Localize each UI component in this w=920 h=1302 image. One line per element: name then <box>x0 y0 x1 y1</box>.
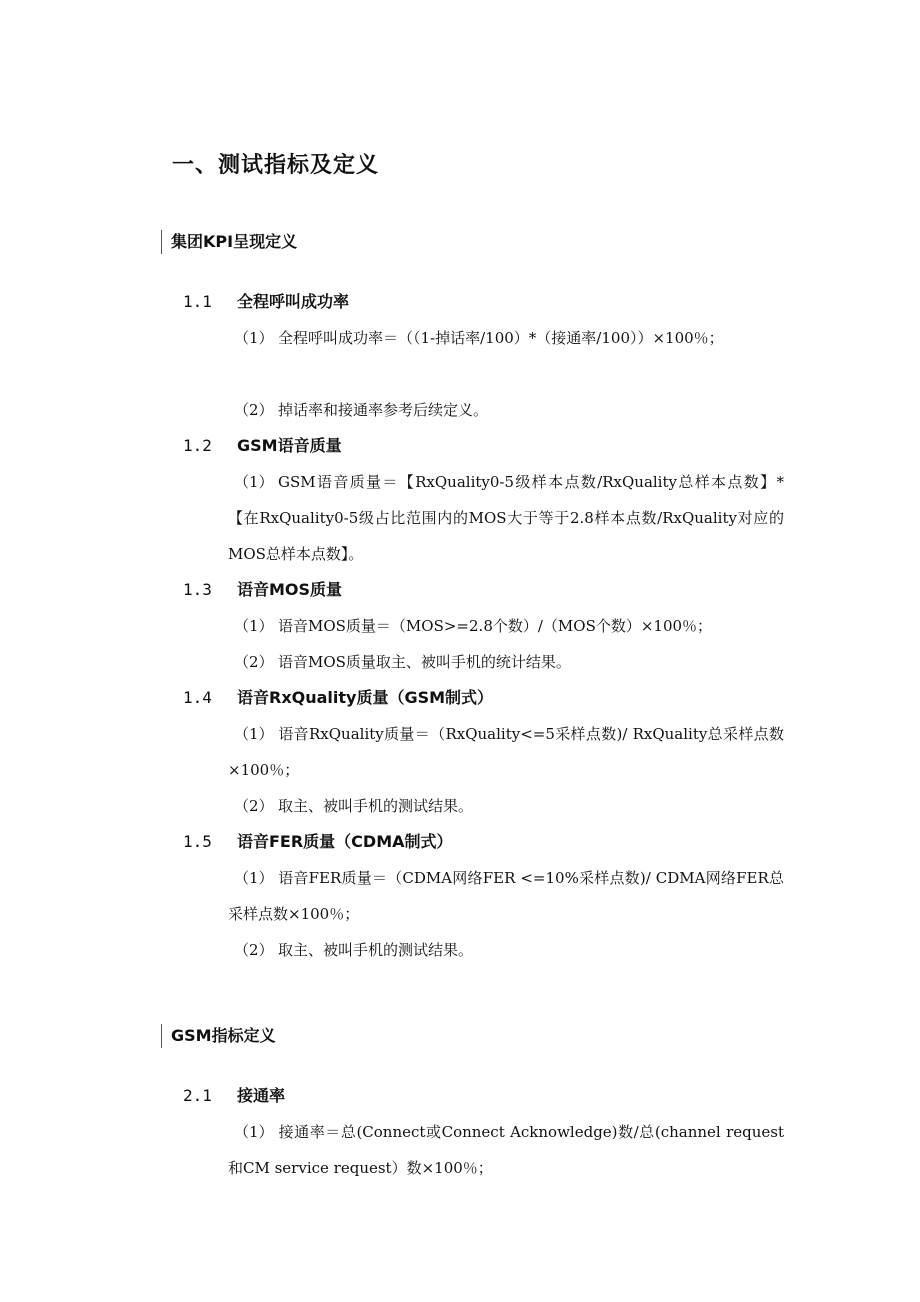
subsection-number: 1.2 <box>183 436 212 455</box>
list-item <box>228 464 784 572</box>
subsection-heading-1-2 <box>183 434 342 458</box>
subsection-heading-1-5 <box>183 830 453 854</box>
subsection-title: GSM语音质量 <box>237 436 342 455</box>
list-item <box>228 608 784 644</box>
item-text: 掉话率和接通率参考后续定义。 <box>278 401 489 419</box>
section-heading-kpi: 集团KPI呈现定义 <box>161 230 297 254</box>
subsection-number: 1.1 <box>183 292 212 311</box>
subsection-title: 语音RxQuality质量（GSM制式） <box>237 688 494 707</box>
item-marker: （2） <box>234 401 274 419</box>
subsection-heading-1-3 <box>183 578 342 602</box>
item-text: 全程呼叫成功率＝（（1-掉话率/100）*（接通率/100））×100％； <box>278 329 724 347</box>
subsection-title: 语音MOS质量 <box>237 580 343 599</box>
item-marker: （1） <box>234 473 274 491</box>
subsection-heading-2-1 <box>183 1084 285 1108</box>
item-text: GSM语音质量＝【RxQuality0-5级样本点数/RxQuality总样本点数】*【在RxQuality0-5级占比范围内的MOS大于等于2.8样本点数/RxQuality对应的MOS总样本点数】。 <box>228 473 784 563</box>
list-item <box>228 392 784 428</box>
item-text: 语音MOS质量＝（MOS>=2.8个数）/（MOS个数）×100％； <box>278 617 713 635</box>
item-marker: （1） <box>234 617 274 635</box>
section-heading-gsm: GSM指标定义 <box>161 1024 276 1048</box>
subsection-heading-1-4 <box>183 686 493 710</box>
list-item <box>228 860 784 932</box>
item-text: 语音FER质量＝（CDMA网络FER <=10%采样点数)/ CDMA网络FER总采样点数×100％； <box>228 869 784 923</box>
list-item <box>228 320 784 356</box>
subsection-title: 全程呼叫成功率 <box>237 292 350 311</box>
item-marker: （1） <box>234 869 274 887</box>
item-marker: （2） <box>234 797 274 815</box>
item-text: 语音MOS质量取主、被叫手机的统计结果。 <box>278 653 571 671</box>
item-marker: （2） <box>234 653 274 671</box>
list-item <box>228 1114 784 1186</box>
item-marker: （1） <box>234 1123 274 1141</box>
document-title: 一、测试指标及定义 <box>172 153 380 178</box>
item-text: 取主、被叫手机的测试结果。 <box>278 941 474 959</box>
item-text: 语音RxQuality质量＝（RxQuality<=5采样点数)/ RxQuality总采样点数×100％； <box>228 725 784 779</box>
subsection-heading-1-1 <box>183 290 349 314</box>
list-item <box>228 788 784 824</box>
item-marker: （1） <box>234 725 274 743</box>
item-text: 取主、被叫手机的测试结果。 <box>278 797 474 815</box>
subsection-title: 接通率 <box>237 1086 286 1105</box>
subsection-title: 语音FER质量（CDMA制式） <box>237 832 453 851</box>
list-item <box>228 932 784 968</box>
item-text: 接通率＝总(Connect或Connect Acknowledge)数/总(channel request和CM service request）数×100％； <box>228 1123 784 1177</box>
item-marker: （2） <box>234 941 274 959</box>
subsection-number: 1.5 <box>183 832 212 851</box>
subsection-number: 1.3 <box>183 580 212 599</box>
list-item <box>228 644 784 680</box>
item-marker: （1） <box>234 329 274 347</box>
subsection-number: 1.4 <box>183 688 212 707</box>
list-item <box>228 716 784 788</box>
subsection-number: 2.1 <box>183 1086 212 1105</box>
